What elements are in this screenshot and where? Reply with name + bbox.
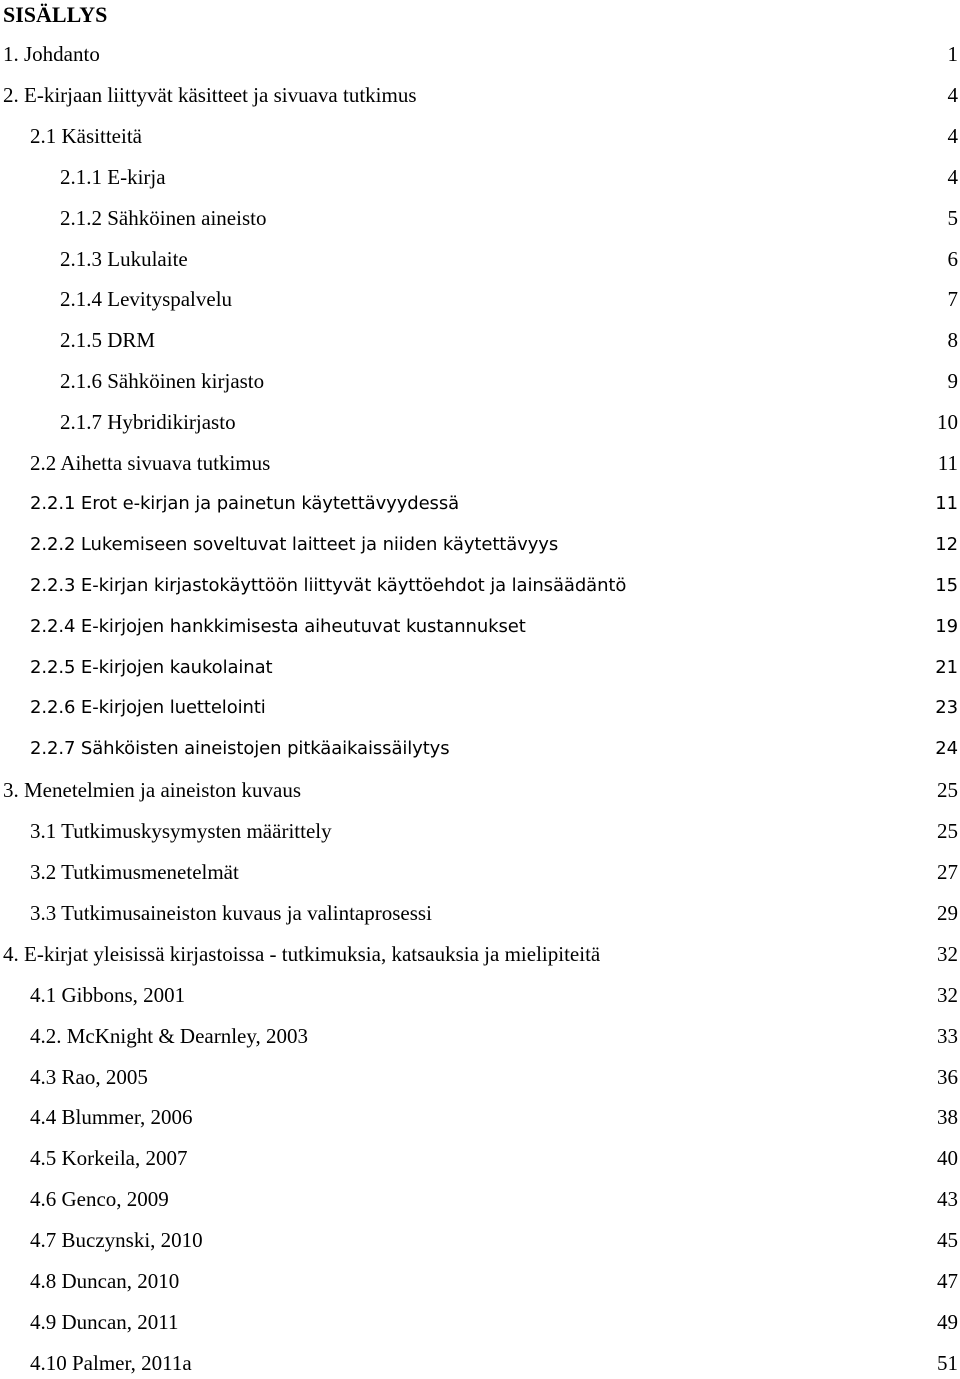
toc-entry-label: 3.3 Tutkimusaineiston kuvaus ja valintaprosessi — [30, 901, 432, 925]
toc-entry-label: 4.2. McKnight & Dearnley, 2003 — [30, 1024, 309, 1048]
toc-entry[interactable] — [60, 244, 958, 274]
toc-entry-label: 1. Johdanto — [3, 42, 100, 66]
toc-entry-label: 4. E-kirjat yleisissä kirjastoissa - tutkimuksia, katsauksia ja mielipiteitä — [3, 942, 601, 966]
toc-entry-label: 2.2.6 E-kirjojen luettelointi — [30, 697, 266, 718]
toc-entry[interactable] — [30, 734, 958, 764]
toc-entry-label: 2.2.2 Lukemiseen soveltuvat laitteet ja niiden käytettävyys — [30, 534, 559, 555]
toc-entry-page-number: 36 — [936, 1062, 958, 1092]
toc-entry-page-number: 27 — [936, 857, 958, 887]
toc-entry[interactable] — [3, 775, 958, 805]
toc-entry[interactable] — [30, 898, 958, 928]
toc-entry[interactable] — [60, 162, 958, 192]
toc-entry[interactable] — [30, 980, 958, 1010]
toc-entry[interactable] — [3, 39, 958, 69]
toc-entry[interactable] — [30, 1062, 958, 1092]
toc-entry-label: 2.2 Aihetta sivuava tutkimus — [30, 451, 271, 475]
toc-entry[interactable] — [30, 1225, 958, 1255]
toc-entry-page-number: 25 — [936, 775, 958, 805]
toc-entry[interactable] — [30, 448, 958, 478]
toc-entry[interactable] — [3, 939, 958, 969]
toc-entry-page-number: 32 — [936, 980, 958, 1010]
toc-entry[interactable] — [60, 366, 958, 396]
toc-entry-page-number: 38 — [936, 1102, 958, 1132]
toc-entry-page-number: 7 — [947, 284, 959, 314]
toc-entry[interactable] — [30, 653, 958, 683]
toc-entry-label: 2.1 Käsitteitä — [30, 124, 142, 148]
toc-entry-page-number: 25 — [936, 816, 958, 846]
toc-entry-label: 2.1.1 E-kirja — [60, 165, 166, 189]
toc-entry-page-number: 23 — [934, 693, 958, 723]
toc-entry-label: 2. E-kirjaan liittyvät käsitteet ja sivuava tutkimus — [3, 83, 417, 107]
toc-entry-label: 2.1.4 Levityspalvelu — [60, 287, 233, 311]
toc-entry[interactable] — [60, 325, 958, 355]
toc-entry-page-number: 4 — [947, 121, 959, 151]
toc-entry-page-number: 40 — [936, 1143, 958, 1173]
toc-entry-page-number: 6 — [947, 244, 959, 274]
toc-entry-page-number: 33 — [936, 1021, 958, 1051]
toc-entry[interactable] — [30, 1143, 958, 1173]
toc-entry-label: 2.1.6 Sähköinen kirjasto — [60, 369, 265, 393]
toc-entry-label: 2.2.4 E-kirjojen hankkimisesta aiheutuvat kustannukset — [30, 616, 526, 637]
toc-entry[interactable] — [30, 1307, 958, 1337]
toc-entry-label: 3. Menetelmien ja aineiston kuvaus — [3, 778, 302, 802]
toc-entry[interactable] — [60, 407, 958, 437]
toc-entry[interactable] — [30, 857, 958, 887]
toc-entry-page-number: 5 — [947, 203, 959, 233]
toc-entry[interactable] — [30, 121, 958, 151]
toc-entry-label: 4.9 Duncan, 2011 — [30, 1310, 179, 1334]
toc-entry-page-number: 21 — [934, 653, 958, 683]
toc-entry-label: 2.2.7 Sähköisten aineistojen pitkäaikaissäilytys — [30, 738, 450, 759]
toc-entry-page-number: 11 — [934, 489, 958, 519]
toc-entry-page-number: 51 — [936, 1348, 958, 1378]
toc-entry-page-number: 32 — [936, 939, 958, 969]
toc-entry-page-number: 43 — [936, 1184, 958, 1214]
toc-entry[interactable] — [60, 203, 958, 233]
toc-entry-label: 4.3 Rao, 2005 — [30, 1065, 148, 1089]
toc-entry-page-number: 19 — [934, 612, 958, 642]
toc-entry-page-number: 24 — [934, 734, 958, 764]
toc-entry-label: 3.1 Tutkimuskysymysten määrittely — [30, 819, 332, 843]
toc-entry-label: 4.8 Duncan, 2010 — [30, 1269, 180, 1293]
toc-entry[interactable] — [30, 1184, 958, 1214]
toc-entry-page-number: 49 — [936, 1307, 958, 1337]
toc-entry-page-number: 4 — [947, 162, 959, 192]
toc-entry[interactable] — [30, 1021, 958, 1051]
toc-entry-page-number: 10 — [936, 407, 958, 437]
toc-entry-page-number: 47 — [936, 1266, 958, 1296]
toc-entry-page-number: 11 — [937, 448, 958, 478]
toc-entry-label: 3.2 Tutkimusmenetelmät — [30, 860, 239, 884]
toc-entry-label: 2.1.7 Hybridikirjasto — [60, 410, 236, 434]
toc-entry-page-number: 1 — [947, 39, 959, 69]
toc-entry[interactable] — [30, 1348, 958, 1378]
toc-entry-label: 2.2.3 E-kirjan kirjastokäyttöön liittyvät käyttöehdot ja lainsäädäntö — [30, 575, 627, 596]
toc-entry-label: 4.10 Palmer, 2011a — [30, 1351, 192, 1375]
toc-entry-label: 2.1.3 Lukulaite — [60, 247, 188, 271]
toc-entry-label: 4.4 Blummer, 2006 — [30, 1105, 193, 1129]
toc-entry[interactable] — [30, 530, 958, 560]
toc-entry[interactable] — [3, 80, 958, 110]
toc-entry-page-number: 9 — [947, 366, 959, 396]
toc-entry-page-number: 29 — [936, 898, 958, 928]
toc-entry-page-number: 4 — [947, 80, 959, 110]
toc-entry-label: 2.2.1 Erot e-kirjan ja painetun käytettävyydessä — [30, 493, 460, 514]
toc-entry[interactable] — [60, 284, 958, 314]
toc-entry[interactable] — [30, 489, 958, 519]
toc-entry[interactable] — [30, 571, 958, 601]
toc-entry-label: 4.6 Genco, 2009 — [30, 1187, 169, 1211]
toc-entry[interactable] — [30, 1102, 958, 1132]
toc-entry[interactable] — [30, 612, 958, 642]
toc-entry[interactable] — [30, 816, 958, 846]
toc-entry[interactable] — [30, 693, 958, 723]
toc-entry[interactable] — [30, 1266, 958, 1296]
toc-entry-label: 2.1.2 Sähköinen aineisto — [60, 206, 267, 230]
toc-entry-page-number: 15 — [934, 571, 958, 601]
toc-entry-page-number: 8 — [947, 325, 959, 355]
toc-entry-label: 2.2.5 E-kirjojen kaukolainat — [30, 657, 273, 678]
toc-entry-page-number: 12 — [934, 530, 958, 560]
toc-title: SISÄLLYS — [3, 2, 108, 27]
toc-entry-label: 4.1 Gibbons, 2001 — [30, 983, 186, 1007]
toc-entry-label: 4.7 Buczynski, 2010 — [30, 1228, 203, 1252]
toc-entry-label: 4.5 Korkeila, 2007 — [30, 1146, 188, 1170]
toc-entry-label: 2.1.5 DRM — [60, 328, 156, 352]
toc-entry-page-number: 45 — [936, 1225, 958, 1255]
